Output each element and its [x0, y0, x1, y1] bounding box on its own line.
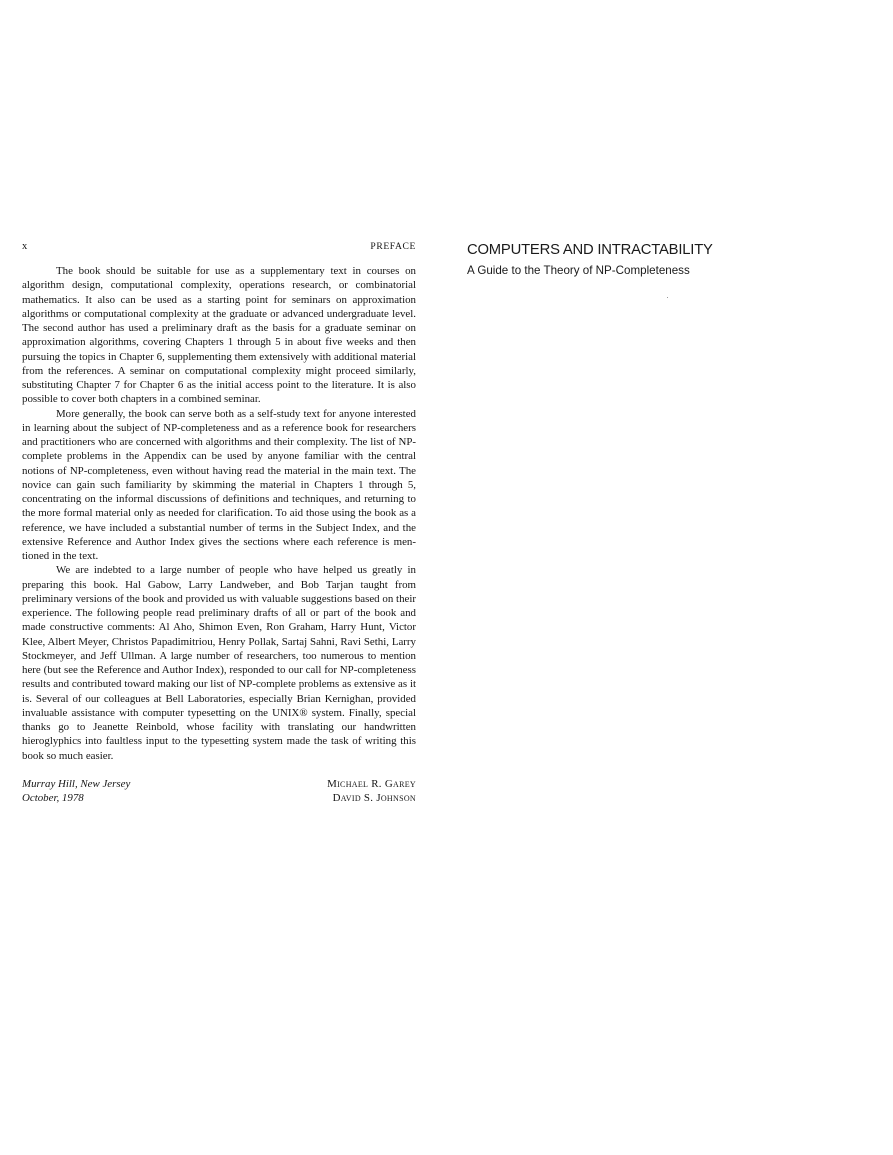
paragraph-2: More generally, the book can serve both as a self-study text for anyone interested in learning about the subject of NP-completeness and as a reference book for researchers and practitioners who are concerned with algorithms and their complexity. The list of NP-complete problems in the Appendix can be used by anyone familiar with the central notions of NP-completeness, even without having read the material in the main text. The novice can gain such familiarity by skimming the material in Chapters 1 through 5, concentrating on the informal discussions of definitions and techniques, and returning to the more formal material only as needed for clarification. To aid those using the book as a reference, we have included a substantial number of terms in the Subject Index, and the extensive Reference and Author Index gives the sections where each reference is mentioned in the text. — [22, 407, 416, 562]
running-title: PREFACE — [370, 241, 416, 252]
paragraph-3: We are indebted to a large number of people who have helped us greatly in preparing this book. Hal Gabow, Larry Landweber, and Bob Tarjan taught from preliminary versions of the book and provided us with valuable suggestions based on their experience. The following people read preliminary drafts of all or part of the book and made constructive comments: Al Aho, Shimon Even, Ron Graham, Harry Hunt, Victor Klee, Albert Meyer, Christos Papadimitriou, Henry Pollak, Sartaj Sahni, Ravi Sethi, Larry Stockmeyer, and Jeff Ullman. A large number of researchers, too numerous to mention here (but see the Reference and Author Index), responded to our call for NP-completeness results and contributed toward making our list of NP-complete problems as extensive as it is. Several of our colleagues at Bell Laboratories, especially Brian Kernighan, provided invaluable assistance with computer typesetting on the UNIX® system. Finally, special thanks go to Jeanette Reinbold, whose facility with translating our handwritten hieroglyphics into faultless input to the typesetting system made the task of writing this book so much easier. — [22, 564, 416, 762]
page-number: x — [22, 241, 28, 252]
author-names — [327, 777, 416, 805]
author-garey: Michael R. Garey — [327, 777, 416, 790]
signature-block — [22, 777, 416, 805]
paragraph-1: The book should be suitable for use as a supplementary text in courses on algorithm design, computational complexity, operations research, or combinatorial mathematics. It also can be used as a starting point for seminars on approximation algorithms or computational complexity at the graduate or advanced undergraduate level. The second author has used a preliminary draft as the basis for a graduate seminar on approximation algorithms, covering Chapters 1 through 5 in about five weeks and then pursuing the topics in Chapter 6, supplementing them extensively with additional material from the references. A seminar on computational complexity might proceed similarly, substituting Chapter 7 for Chapter 6 as the initial access point to the literature. It is also possible to cover both chapters in a combined seminar. — [22, 265, 416, 406]
preface-body — [22, 264, 416, 763]
author-johnson: David S. Johnson — [332, 791, 416, 804]
preface-page — [22, 240, 416, 805]
scan-speck — [667, 297, 668, 298]
signature-date: October, 1978 — [22, 791, 84, 804]
place-and-date — [22, 777, 130, 805]
book-subtitle: A Guide to the Theory of NP-Completeness — [467, 264, 690, 277]
page-header — [22, 240, 416, 264]
book-title: COMPUTERS AND INTRACTABILITY — [467, 242, 713, 258]
signature-place: Murray Hill, New Jersey — [22, 777, 131, 790]
title-page — [467, 240, 877, 280]
